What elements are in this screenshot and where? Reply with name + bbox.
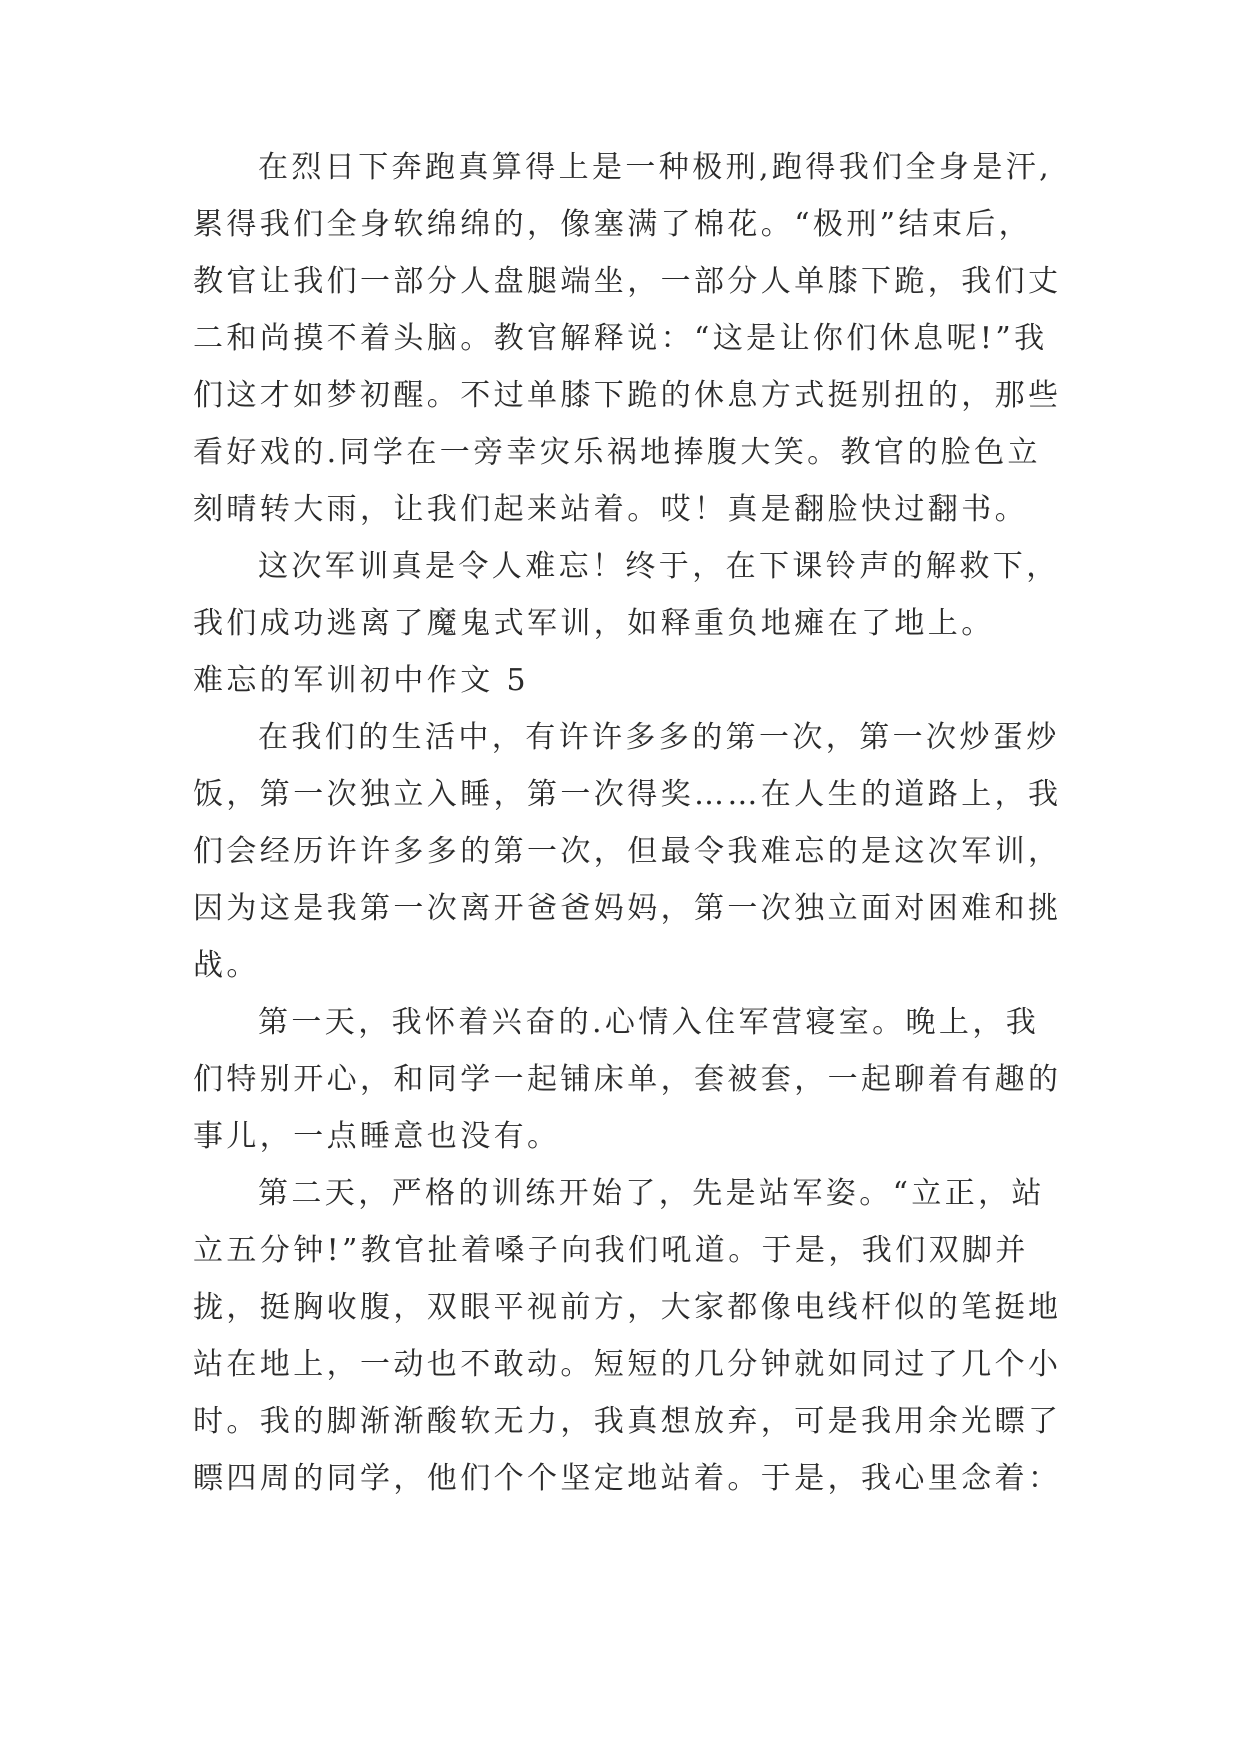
- paragraph-line: 因为这是我第一次离开爸爸妈妈，第一次独立面对困难和挑: [193, 891, 1062, 926]
- paragraph-line: 刻晴转大雨，让我们起来站着。哎！真是翻脸快过翻书。: [193, 492, 1028, 527]
- section-heading: 难忘的军训初中作文 5: [193, 663, 530, 698]
- paragraph-line: 教官让我们一部分人盘腿端坐，一部分人单膝下跪，我们丈: [193, 264, 1062, 299]
- paragraph-line: 二和尚摸不着头脑。教官解释说：“这是让你们休息呢!”我: [193, 321, 1048, 356]
- paragraph-line: 第一天，我怀着兴奋的.心情入住军营寝室。晚上，我: [258, 1005, 1040, 1040]
- paragraph-line: 拢，挺胸收腹，双眼平视前方，大家都像电线杆似的笔挺地: [193, 1290, 1062, 1325]
- paragraph-line: 站在地上，一动也不敢动。短短的几分钟就如同过了几个小: [193, 1347, 1062, 1382]
- paragraph-line: 在我们的生活中，有许许多多的第一次，第一次炒蛋炒: [258, 720, 1060, 755]
- paragraph-line: 事儿，一点睡意也没有。: [193, 1119, 561, 1154]
- paragraph-line: 战。: [193, 948, 260, 983]
- paragraph-line: 在烈日下奔跑真算得上是一种极刑,跑得我们全身是汗,: [258, 150, 1053, 185]
- paragraph-line: 我们成功逃离了魔鬼式军训，如释重负地瘫在了地上。: [193, 606, 995, 641]
- paragraph-line: 这次军训真是令人难忘！终于，在下课铃声的解救下，: [258, 549, 1060, 584]
- paragraph-line: 们会经历许许多多的第一次，但最令我难忘的是这次军训，: [193, 834, 1062, 869]
- paragraph-line: 看好戏的.同学在一旁幸灾乐祸地捧腹大笑。教官的脸色立: [193, 435, 1041, 470]
- paragraph-line: 们特别开心，和同学一起铺床单，套被套，一起聊着有趣的: [193, 1062, 1062, 1097]
- paragraph-line: 瞟四周的同学，他们个个坚定地站着。于是，我心里念着：: [193, 1461, 1062, 1496]
- paragraph-line: 时。我的脚渐渐酸软无力，我真想放弃，可是我用余光瞟了: [193, 1404, 1062, 1439]
- paragraph-line: 立五分钟!”教官扯着嗓子向我们吼道。于是，我们双脚并: [193, 1233, 1029, 1268]
- paragraph-line: 们这才如梦初醒。不过单膝下跪的休息方式挺别扭的，那些: [193, 378, 1062, 413]
- paragraph-line: 累得我们全身软绵绵的，像塞满了棉花。“极刑”结束后，: [193, 207, 1033, 242]
- paragraph-line: 第二天，严格的训练开始了，先是站军姿。“立正，站: [258, 1176, 1045, 1211]
- paragraph-line: 饭，第一次独立入睡，第一次得奖……在人生的道路上，我: [193, 777, 1062, 812]
